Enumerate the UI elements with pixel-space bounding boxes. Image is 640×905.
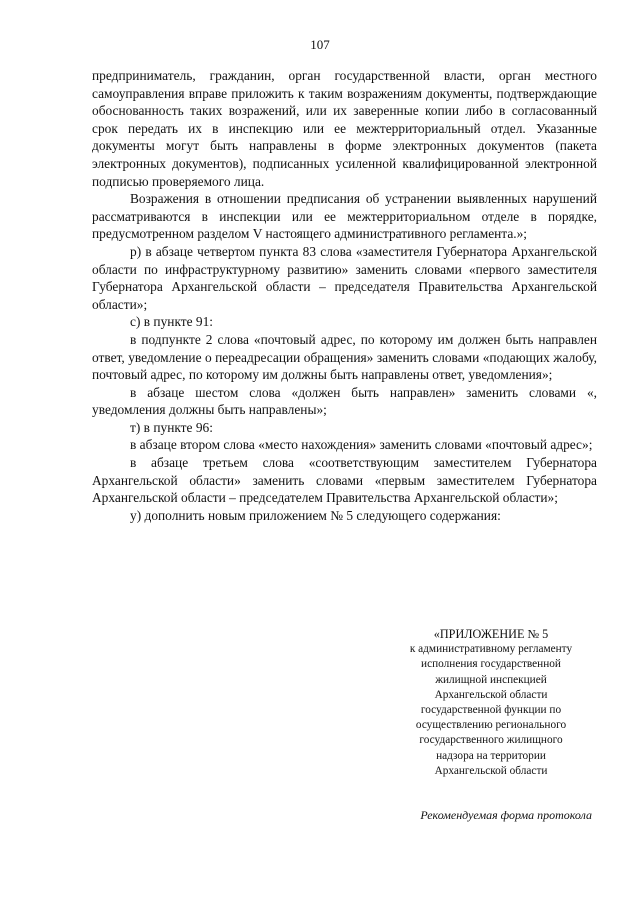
appendix-line: надзора на территории xyxy=(436,749,546,762)
paragraph: р) в абзаце четвертом пункта 83 слова «заместителя Губернатора Архангельской области по инфраструктурному развитию» заменить словами «первого заместителя Губернатора Архангельской области – председателя Правительства Архангельской области»; xyxy=(92,243,597,312)
appendix-line: осуществлению регионального xyxy=(415,719,567,732)
page-number: 107 xyxy=(310,37,330,52)
appendix-title: «ПРИЛОЖЕНИЕ № 5 xyxy=(433,627,549,641)
appendix-line: государственной функции по xyxy=(420,704,562,717)
appendix-line: Архангельской области xyxy=(434,764,548,777)
paragraph: в абзаце шестом слова «должен быть направлен» заменить словами «, уведомления должны быть направлены»; xyxy=(92,384,597,418)
document-body xyxy=(92,67,597,524)
recommended-form-note: Рекомендуемая форма протокола xyxy=(420,808,592,822)
paragraph: у) дополнить новым приложением № 5 следующего содержания: xyxy=(130,507,501,523)
paragraph: в абзаце третьем слова «соответствующим заместителем Губернатора Архангельской области» заменить словами «первым заместителем Губернатора Архангельской области – председателем Правительства Архангельской области»; xyxy=(92,455,597,506)
paragraph: в абзаце втором слова «место нахождения» заменить словами «почтовый адрес»; xyxy=(130,437,593,453)
paragraph: с) в пункте 91: xyxy=(130,314,214,330)
appendix-line: Архангельской области xyxy=(434,688,548,701)
appendix-line: государственного жилищного xyxy=(419,734,563,747)
paragraph: т) в пункте 96: xyxy=(130,419,213,435)
appendix-line: к административному регламенту xyxy=(409,643,573,656)
appendix-line: исполнения государственной xyxy=(421,658,561,671)
paragraph: Возражения в отношении предписания об устранении выявленных нарушений рассматриваются в инспекции или ее межтерриториальном отделе в порядке, предусмотренном разделом V настоящего административного регламента.»; xyxy=(92,191,597,242)
appendix-header xyxy=(392,627,590,779)
paragraph: предприниматель, гражданин, орган государственной власти, орган местного самоуправления вправе приложить к таким возражениям документы, подтверждающие обоснованность таких возражений, или их заверенные копии либо в согласованный срок передать их в инспекцию или ее межтерриториальный отдел. Указанные документы могут быть направлены в форме электронных документов (пакета электронных документов), подписанных усиленной квалифицированной электронной подписью проверяемого лица. xyxy=(92,68,597,189)
paragraph: в подпункте 2 слова «почтовый адрес, по которому им должен быть направлен ответ, уведомление о переадресации обращения» заменить словами «подающих жалобу, почтовый адрес, по которому им должны быть направлены ответ, уведомления»; xyxy=(92,331,597,383)
appendix-line: жилищной инспекцией xyxy=(435,673,547,686)
